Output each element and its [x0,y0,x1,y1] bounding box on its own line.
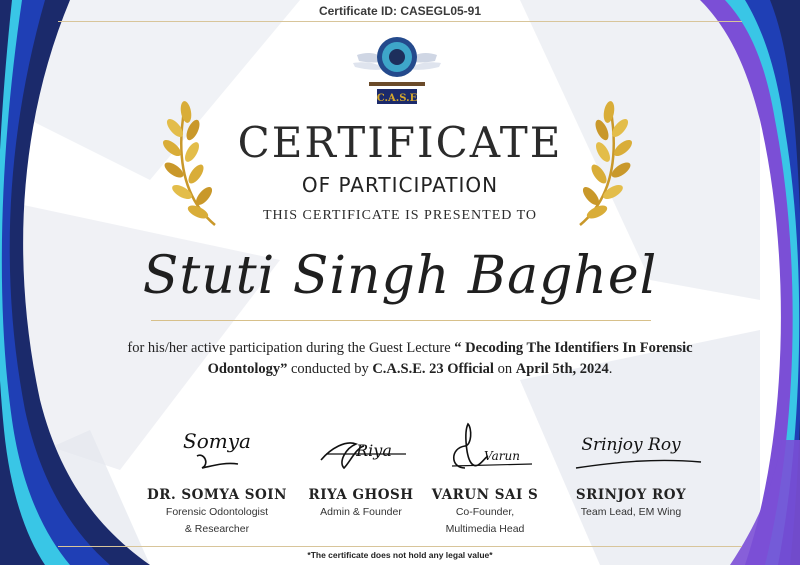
logo-text: C.A.S.E [376,93,418,104]
lecture-date: April 5th, 2024 [515,361,609,377]
signature-varun [410,418,560,476]
signatory-somya-soin [142,418,292,537]
signature-text: Somya [183,429,251,453]
signatory-role: Team Lead, EM Wing [580,506,682,518]
name-underline [151,320,651,321]
signatory-name: SRINJOY ROY [575,487,687,503]
legal-disclaimer: *The certificate does not hold any legal value* [307,550,493,560]
signatory-name: DR. SOMYA SOIN [147,487,287,503]
certificate-id: Certificate ID: CASEGL05-91 [318,4,482,18]
recipient-name: Stuti Singh Baghel [142,246,658,306]
signatory-role: Multimedia Head [445,523,525,535]
top-divider [58,21,742,22]
case-logo [349,33,445,109]
signatory-srinjoy-roy [556,418,706,520]
signatory-name: RIYA GHOSH [308,487,414,503]
certificate-title: CERTIFICATE [237,118,563,167]
signature-srinjoy [556,418,706,476]
desc-part3: on [493,361,516,377]
signatory-varun-sai [410,418,560,537]
lecture-title: “ Decoding The Identifiers In Forensic Odontology” [207,340,693,377]
organizer: C.A.S.E. 23 Official [372,361,494,377]
bottom-divider [58,546,742,547]
certificate-subtitle: OF PARTICIPATION [301,173,499,197]
signature-text: Riya [356,441,392,460]
signature-text: Srinjoy Roy [581,435,681,455]
signatory-name: VARUN SAI S [431,487,539,503]
desc-part2: conducted by [287,361,373,377]
desc-part4: . [608,361,613,377]
signatory-role: Forensic Odontologist [165,506,269,518]
desc-part1: for his/her active participation during the Guest Lecture [127,340,455,356]
signature-somya [142,418,292,476]
presented-to-text: THIS CERTIFICATE IS PRESENTED TO [262,208,538,223]
signatory-role: Admin & Founder [320,506,402,518]
signatory-role: & Researcher [184,523,250,535]
signature-text: Varun [484,449,520,463]
signatory-role: Co-Founder, [455,506,515,518]
participation-description [110,338,710,380]
